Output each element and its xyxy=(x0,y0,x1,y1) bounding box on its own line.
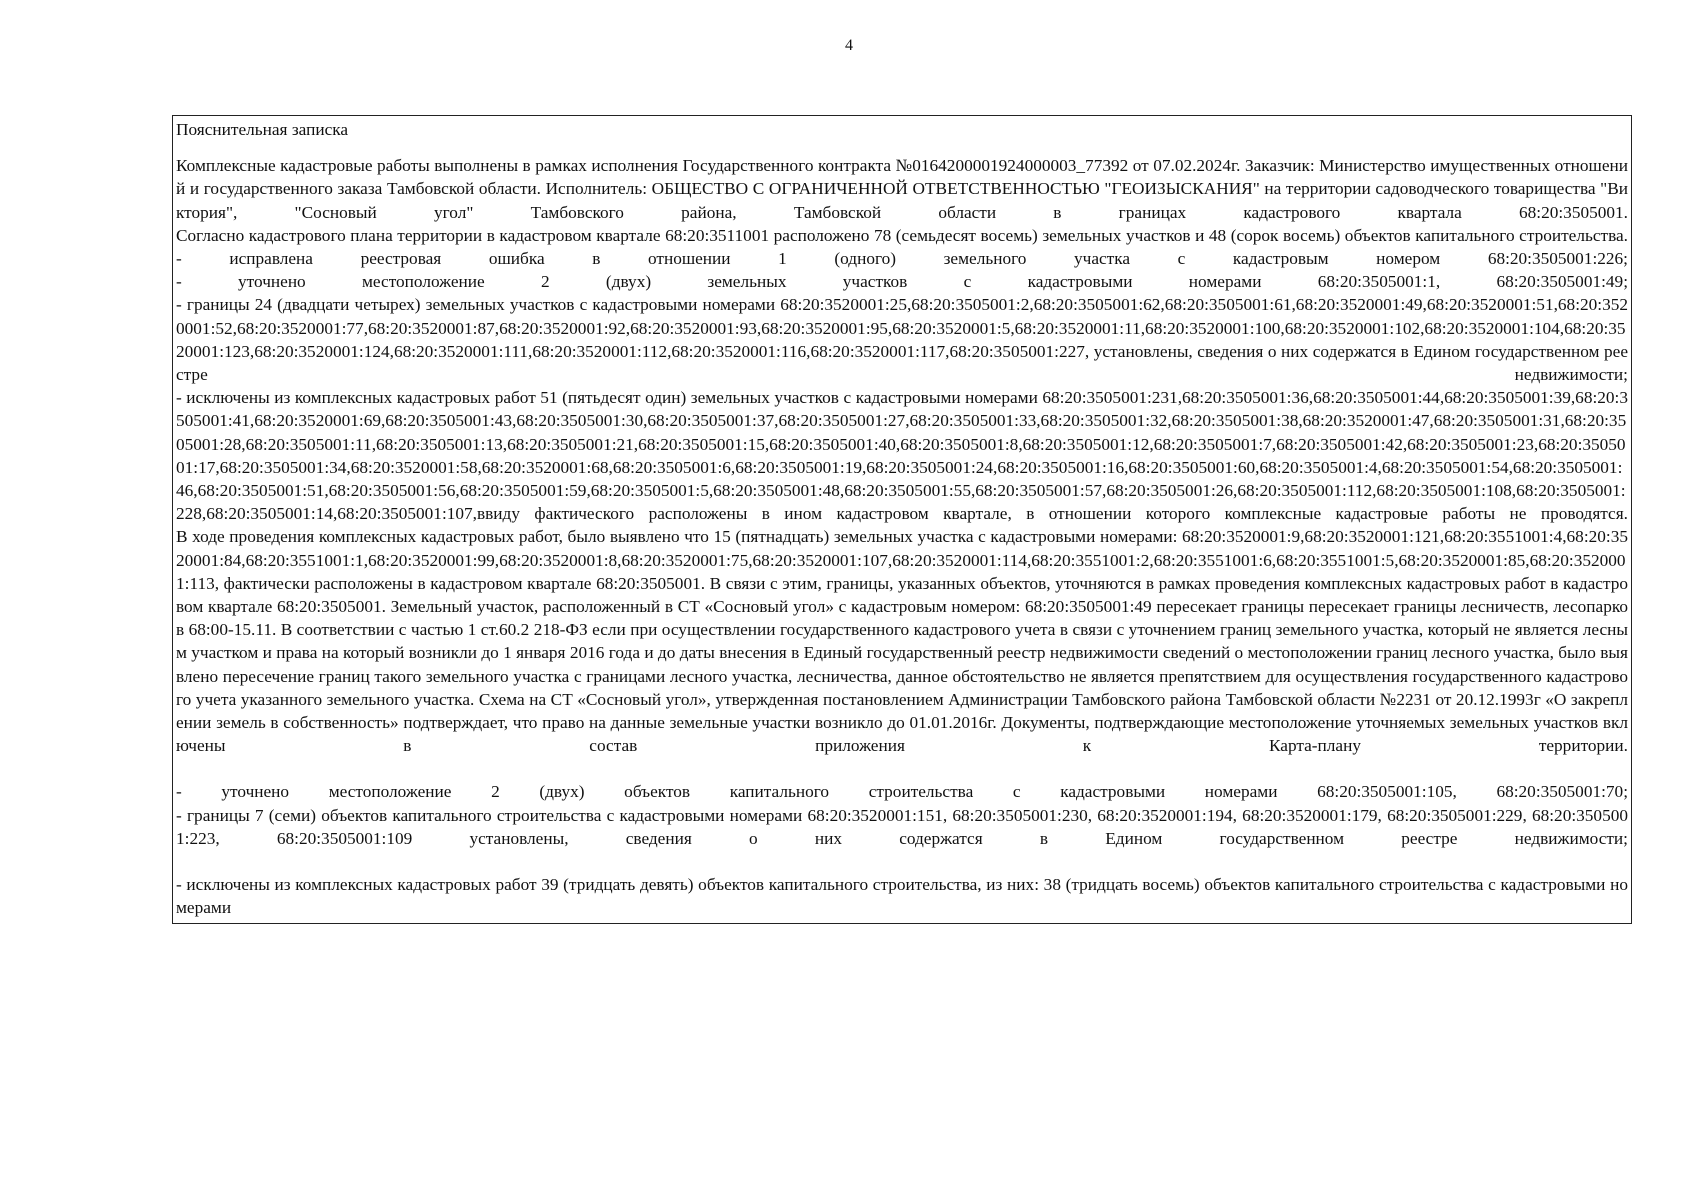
paragraph-registry-error: - исправлена реестровая ошибка в отношении 1 (одного) земельного участка с кадастровым номером 68:20:3505001:226; xyxy=(176,249,1628,269)
paragraph-plan-summary: Согласно кадастрового плана территории в кадастровом квартале 68:20:3511001 расположено 78 (семьдесят восемь) земельных участков и 48 (сорок восемь) объектов капитального строительства. xyxy=(176,225,1628,245)
explanatory-note-frame xyxy=(172,115,1632,924)
paragraph-contract: Комплексные кадастровые работы выполнены в рамках исполнения Государственного контракта №0164200001924000003_77392 от 07.02.2024г. Заказчик: Министерство имущественных отношений и государственного заказа Тамбовской области. Исполнитель: ОБЩЕСТВО С ОГРАНИЧЕННОЙ ОТВЕТСТВЕННОСТЬЮ "ГЕОИЗЫСКАНИЯ" на территории садоводческого товарищества "Виктория", "Сосновый угол" Тамбовского района, Тамбовской области в границах кадастрового квартала 68:20:3505001. xyxy=(176,156,1628,222)
spacer xyxy=(176,850,1628,873)
paragraph-refined-buildings: - уточнено местоположение 2 (двух) объектов капитального строительства с кадастровыми номерами 68:20:3505001:105, 68:20:3505001:70; xyxy=(176,782,1628,802)
page-number: 4 xyxy=(845,37,853,54)
paragraph-excluded-buildings: - исключены из комплексных кадастровых работ 39 (тридцать девять) объектов капитального строительства, из них: 38 (тридцать восемь) объектов капитального строительства с кадастровыми номерами xyxy=(176,875,1628,918)
spacer xyxy=(176,757,1628,780)
paragraph-refined-land: - уточнено местоположение 2 (двух) земельных участков с кадастровыми номерами 68:20:3505001:1, 68:20:3505001:49; xyxy=(176,272,1628,292)
frame-title: Пояснительная записка xyxy=(176,120,349,139)
paragraph-excluded-land: - исключены из комплексных кадастровых работ 51 (пятьдесят один) земельных участков с кадастровыми номерами 68:20:3505001:231,68:20:3505001:36,68:20:3505001:44,68:20:3505001:39,68:20:3505001:41,68:20:3520001:69,68:20:3505001:43,68:20:3505001:30,68:20:3505001:37,68:20:3505001:27,68:20:3505001:33,68:20:3505001:32,68:20:3505001:38,68:20:3520001:47,68:20:3505001:31,68:20:3505001:28,68:20:3505001:11,68:20:3505001:13,68:20:3505001:21,68:20:3505001:15,68:20:3505001:40,68:20:3505001:8,68:20:3505001:12,68:20:3505001:7,68:20:3505001:42,68:20:3505001:23,68:20:3505001:17,68:20:3505001:34,68:20:3520001:58,68:20:3520001:68,68:20:3505001:6,68:20:3505001:19,68:20:3505001:24,68:20:3505001:16,68:20:3505001:60,68:20:3505001:4,68:20:3505001:54,68:20:3505001:46,68:20:3505001:51,68:20:3505001:56,68:20:3505001:59,68:20:3505001:5,68:20:3505001:48,68:20:3505001:55,68:20:3505001:57,68:20:3505001:26,68:20:3505001:112,68:20:3505001:108,68:20:3505001:228,68:20:3505001:14,68:20:3505001:107,ввиду фактического расположены в ином кадастровом квартале, в отношении которого комплексные кадастровые работы не проводятся. xyxy=(176,388,1628,524)
paragraph-established-borders: - границы 24 (двадцати четырех) земельных участков с кадастровыми номерами 68:20:3520001:25,68:20:3505001:2,68:20:3505001:62,68:20:3505001:61,68:20:3520001:49,68:20:3520001:51,68:20:3520001:52,68:20:3520001:77,68:20:3520001:87,68:20:3520001:92,68:20:3520001:93,68:20:3520001:95,68:20:3520001:5,68:20:3520001:11,68:20:3520001:100,68:20:3520001:102,68:20:3520001:104,68:20:3520001:123,68:20:3520001:124,68:20:3520001:111,68:20:3520001:112,68:20:3520001:116,68:20:3520001:117,68:20:3505001:227, установлены, сведения о них содержатся в Едином государственном реестре недвижимости; xyxy=(176,295,1628,385)
paragraph-building-borders: - границы 7 (семи) объектов капитального строительства с кадастровыми номерами 68:20:3520001:151, 68:20:3505001:230, 68:20:3520001:194, 68:20:3520001:179, 68:20:3505001:229, 68:20:3505001:223, 68:20:3505001:109 установлены, сведения о них содержатся в Едином государственном реестре недвижимости; xyxy=(176,805,1628,848)
paragraph-findings: В ходе проведения комплексных кадастровых работ, было выявлено что 15 (пятнадцать) земельных участка с кадастровыми номерами: 68:20:3520001:9,68:20:3520001:121,68:20:3551001:4,68:20:3520001:84,68:20:3551001:1,68:20:3520001:99,68:20:3520001:8,68:20:3520001:75,68:20:3520001:107,68:20:3520001:114,68:20:3551001:2,68:20:3551001:6,68:20:3551001:5,68:20:3520001:85,68:20:3520001:113, фактически расположены в кадастровом квартале 68:20:3505001. В связи с этим, границы, указанных объектов, уточняются в рамках проведения комплексных кадастровых работ в кадастровом квартале 68:20:3505001. Земельный участок, расположенный в СТ «Сосновый угол» с кадастровым номером: 68:20:3505001:49 пересекает границы пересекает границы лесничеств, лесопарков 68:00-15.11. В соответствии с частью 1 ст.60.2 218-ФЗ если при осуществлении государственного кадастрового учета в связи с уточнением границ земельного участка, который не является лесным участком и права на который возникли до 1 января 2016 года и до даты внесения в Единый государственный реестр недвижимости сведений о местоположении границ лесного участка, было выявлено пересечение границ такого земельного участка с границами лесного участка, лесничества, данное обстоятельство не является препятствием для осуществления государственного кадастрового учета указанного земельного участка. Схема на СТ «Сосновый угол», утвержденная постановлением Администрации Тамбовского района Тамбовской области №2231 от 20.12.1993г «О закреплении земель в собственность» подтверждает, что право на данные земельные участки возникло до 01.01.2016г. Документы, подтверждающие местоположение уточняемых земельных участков включены в состав приложения к Карта-плану территории. xyxy=(176,527,1628,756)
